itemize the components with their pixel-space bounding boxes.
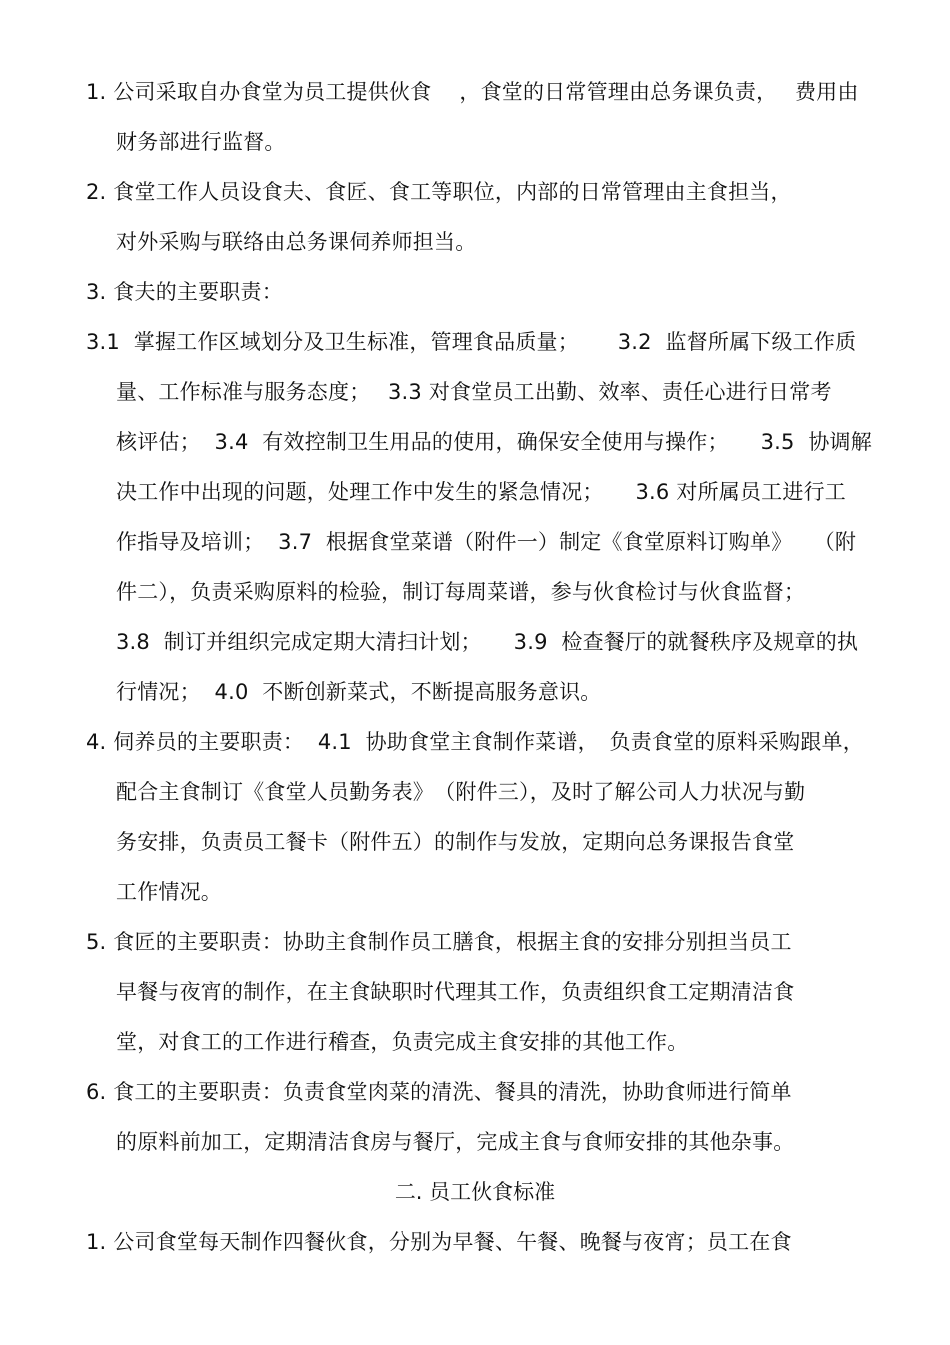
item-3-duties-line-1: 3.1 掌握工作区域划分及卫生标准，管理食品质量； 3.2 监督所属下级工作质 [86, 330, 857, 354]
item-1-line-1: 1. 公司采取自办食堂为员工提供伙食 ，食堂的日常管理由总务课负责， 费用由 [86, 80, 859, 104]
item-5-line-1: 5. 食匠的主要职责：协助主食制作员工膳食，根据主食的安排分别担当员工 [86, 930, 792, 954]
item-3-duties-line-8: 行情况； 4.0 不断创新菜式，不断提高服务意识。 [116, 680, 602, 704]
item-5-line-3: 堂，对食工的工作进行稽查，负责完成主食安排的其他工作。 [116, 1030, 689, 1054]
section-heading: 二. 员工伙食标准 [394, 1180, 556, 1204]
item-3-duties-line-3: 核评估； 3.4 有效控制卫生用品的使用，确保安全使用与操作； 3.5 协调解 [116, 430, 872, 454]
section-item-1-line-1: 1. 公司食堂每天制作四餐伙食，分别为早餐、午餐、晚餐与夜宵；员工在食 [86, 1230, 792, 1254]
item-5-line-2: 早餐与夜宵的制作，在主食缺职时代理其工作，负责组织食工定期清洁食 [116, 980, 795, 1004]
item-3-duties-line-7: 3.8 制订并组织完成定期大清扫计划； 3.9 检查餐厅的就餐秩序及规章的执 [116, 630, 859, 654]
item-4-line-1: 4. 伺养员的主要职责： 4.1 协助食堂主食制作菜谱， 负责食堂的原料采购跟单， [86, 730, 864, 754]
item-2-line-2: 对外采购与联络由总务课伺养师担当。 [116, 230, 477, 254]
item-4-line-4: 工作情况。 [116, 880, 222, 904]
item-3-duties-line-2: 量、工作标准与服务态度； 3.3 对食堂员工出勤、效率、责任心进行日常考 [116, 380, 832, 404]
item-3-duties-line-6: 件二），负责采购原料的检验，制订每周菜谱，参与伙食检讨与伙食监督； [116, 580, 806, 604]
item-2-line-1: 2. 食堂工作人员设食夫、食匠、食工等职位，内部的日常管理由主食担当， [86, 180, 792, 204]
item-6-line-1: 6. 食工的主要职责：负责食堂肉菜的清洗、餐具的清洗，协助食师进行简单 [86, 1080, 792, 1104]
item-3-line-1: 3. 食夫的主要职责： [86, 280, 283, 304]
item-1-line-2: 财务部进行监督。 [116, 130, 286, 154]
item-3-duties-line-5: 作指导及培训； 3.7 根据食堂菜谱（附件一）制定《食堂原料订购单》 （附 [116, 530, 857, 554]
item-3-duties-line-4: 决工作中出现的问题，处理工作中发生的紧急情况； 3.6 对所属员工进行工 [116, 480, 846, 504]
item-4-line-3: 务安排，负责员工餐卡（附件五）的制作与发放，定期向总务课报告食堂 [116, 830, 795, 854]
item-4-line-2: 配合主食制订《食堂人员勤务表》 （附件三），及时了解公司人力状况与勤 [116, 780, 806, 804]
item-6-line-2: 的原料前加工，定期清洁食房与餐厅，完成主食与食师安排的其他杂事。 [116, 1130, 795, 1154]
